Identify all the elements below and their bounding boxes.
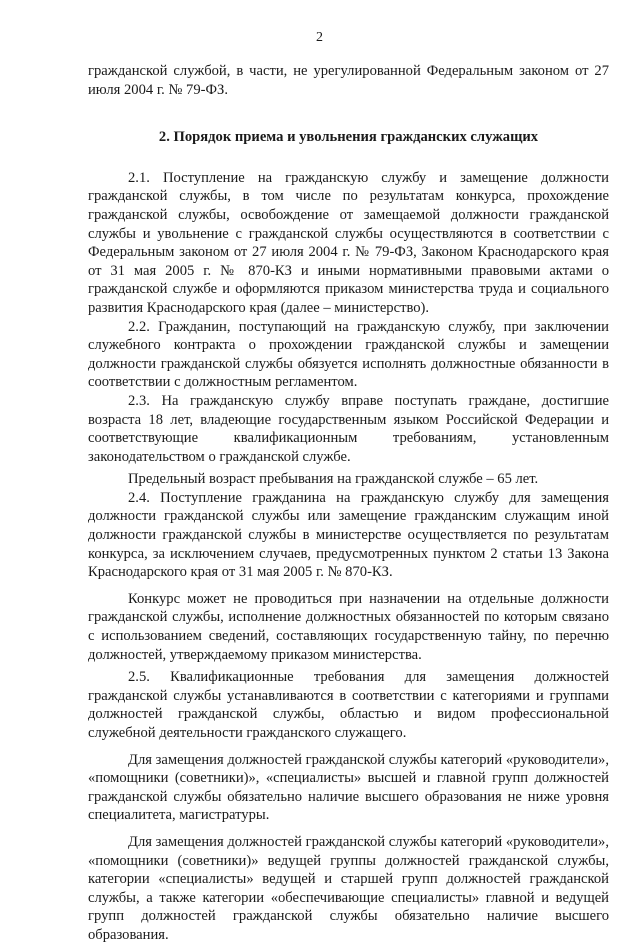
paragraph-2-5: 2.5. Квалификационные требования для замещения должностей гражданской службы устанавливаются в соответствии с категориями и группами должностей гражданской службы, областью и видом профессиональной служебной деятельности гражданского служащего. xyxy=(88,669,609,741)
paragraph-2-3: 2.3. На гражданскую службу вправе поступать граждане, достигшие возраста 18 лет, владеющие государственным языком Российской Федерации и соответствующие квалификационным требованиям, установленным законодательством о гражданской службе. xyxy=(88,392,609,465)
paragraph-contest-exception: Конкурс может не проводиться при назначении на отдельные должности гражданской службы, исполнение должностных обязанностей по которым связано с использованием сведений, составляющих государственную тайну, по перечню должностей, утверждаемому приказом министерства. xyxy=(88,590,609,663)
paragraph-leading-groups: Для замещения должностей гражданской службы категорий «руководители», «помощники (советники)» ведущей группы должностей гражданской службы, категории «специалисты» ведущей и старшей групп должностей гражданской службы, а также категории «обеспечивающие специалисты» главной и ведущей групп должностей гражданской службы обязательно наличие высшего образования. xyxy=(88,833,609,943)
paragraph-age-limit: Предельный возраст пребывания на гражданской службе – 65 лет. xyxy=(128,471,539,488)
document-body xyxy=(88,62,609,945)
section-heading: 2. Порядок приема и увольнения гражданских служащих xyxy=(158,129,539,146)
page-number: 2 xyxy=(316,30,323,45)
paragraph-2-1: 2.1. Поступление на гражданскую службу и замещение должности гражданской службы, в том числе по результатам конкурса, прохождение гражданской службы, освобождение от замещаемой должности гражданской службы и увольнение с гражданской службы осуществляются в соответствии с Федеральным законом от 27 июля 2004 г. № 79-ФЗ, Законом Краснодарского края от 31 мая 2005 г. № 870-КЗ и иными нормативными правовыми актами о гражданской службе и оформляются приказом министерства труда и социального развития Краснодарского края (далее – министерство). xyxy=(88,169,609,316)
paragraph-2-2: 2.2. Гражданин, поступающий на гражданскую службу, при заключении служебного контракта о прохождении гражданской службы и замещении должности гражданской службы обязуется исполнять должностные обязанности в соответствии с должностным регламентом. xyxy=(88,318,609,391)
paragraph-2-4: 2.4. Поступление гражданина на гражданскую службу для замещения должности гражданской службы или замещение гражданским служащим иной должности гражданской службы в министерстве осуществляется по результатам конкурса, за исключением случаев, предусмотренных пунктом 2 статьи 13 Закона Краснодарского края от 31 мая 2005 г. № 870-КЗ. xyxy=(88,489,609,581)
intro-paragraph: гражданской службой, в части, не урегулированной Федеральным законом от 27 июля 2004 г. № 79-ФЗ. xyxy=(88,63,609,98)
paragraph-higher-groups: Для замещения должностей гражданской службы категорий «руководители», «помощники (советники)», «специалисты» высшей и главной групп должностей гражданской службы обязательно наличие высшего образования не ниже уровня специалитета, магистратуры. xyxy=(88,751,609,824)
